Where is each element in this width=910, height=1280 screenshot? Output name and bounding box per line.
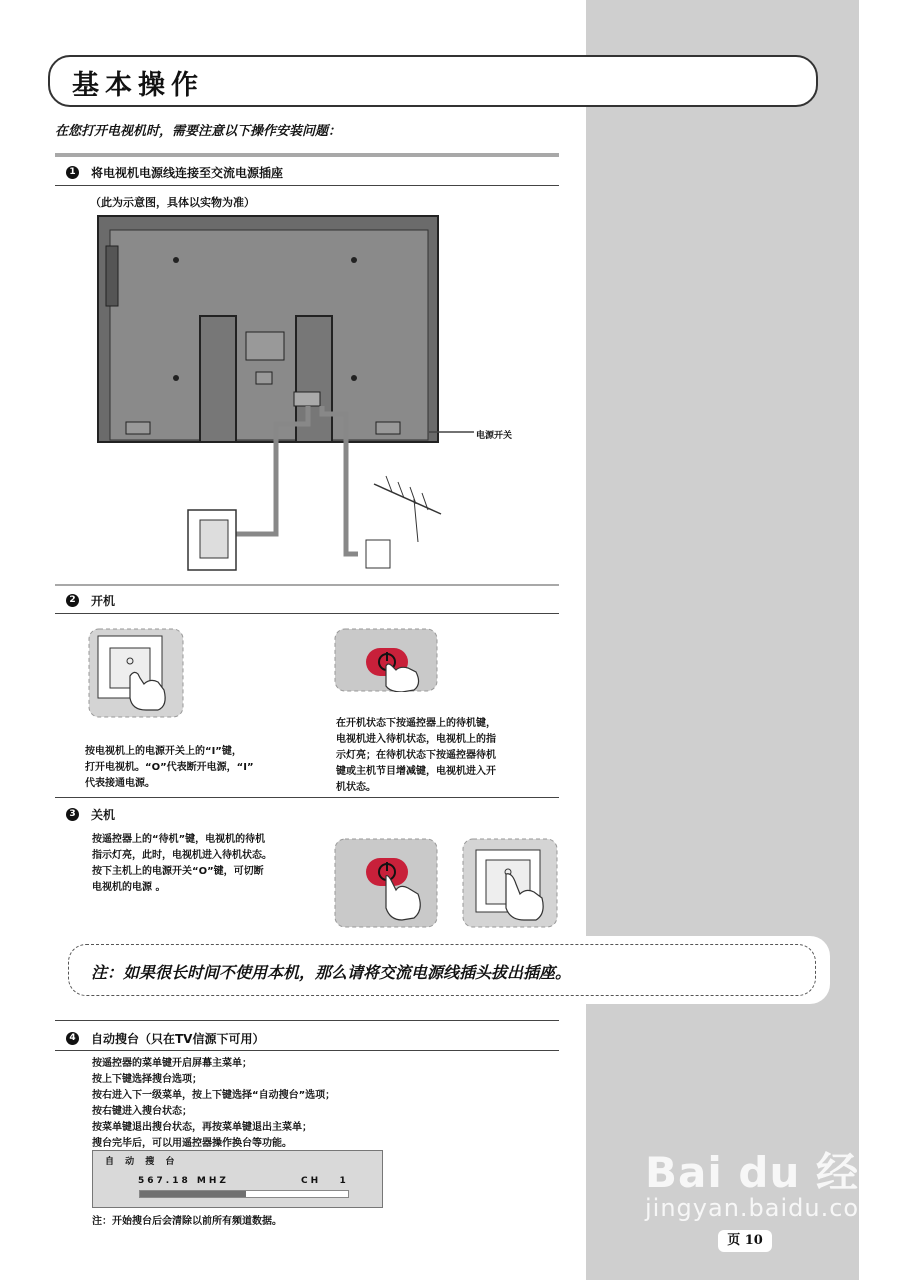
page-number: 页 10: [718, 1230, 772, 1252]
section-title: 开机: [91, 594, 116, 608]
auto-scan-screen: [92, 1150, 383, 1208]
section-rule: [55, 1020, 559, 1021]
baidu-jingyan-watermark: [645, 1140, 902, 1222]
remote-standby-off-illustration: [334, 838, 438, 928]
section-rule: [55, 1050, 559, 1051]
remote-standby-press-illustration: [334, 628, 438, 692]
title-banner: [48, 55, 818, 107]
section-1-heading: [66, 164, 283, 181]
callout-text: 注：如果很长时间不使用本机，那么请将交流电源线插头拔出插座。: [91, 963, 572, 982]
section-divider: [55, 153, 559, 157]
watermark-url: jingyan.baidu.com: [645, 1194, 884, 1222]
power-on-remote-text: 在开机状态下按遥控器上的待机键， 电视机进入待机状态，电视机上的指 示灯亮；在待机状态下按遥控器待机 键或主机节目增减键，电视机进入开 机状态。: [336, 718, 496, 793]
scan-channel: CH 1: [301, 1176, 349, 1186]
scan-title: 自 动 搜 台: [105, 1157, 179, 1167]
power-on-switch-text: 按电视机上的电源开关上的“I”键， 打开电视机。“O”代表断开电源，“I” 代表接通电源。: [85, 746, 254, 789]
right-margin-panel: [586, 0, 859, 1280]
section-divider: [55, 584, 559, 586]
section-title: 将电视机电源线连接至交流电源插座: [91, 166, 284, 180]
section-3-heading: [66, 806, 115, 823]
section-number: 2: [66, 594, 79, 607]
scan-progress-fill: [140, 1191, 246, 1197]
section-rule: [55, 797, 559, 798]
warning-callout: [62, 936, 830, 1004]
section-4-heading: [66, 1030, 264, 1047]
section-number: 4: [66, 1032, 79, 1045]
scan-note: 注：开始搜台后会清除以前所有频道数据。: [92, 1216, 282, 1227]
tv-back-diagram: [96, 214, 476, 579]
section-2-heading: [66, 592, 115, 609]
callout-dashed-frame: [68, 944, 816, 996]
section-rule: [55, 185, 559, 186]
wall-switch-off-illustration: [462, 838, 558, 928]
power-off-text: 按遥控器上的“待机”键，电视机的待机 指示灯亮，此时，电视机进入待机状态。 按下主机上的电源开关“O”键，可切断 电视机的电源 。: [92, 834, 272, 893]
auto-scan-steps: 按遥控器的菜单键开启屏幕主菜单； 按上下键选择搜台选项； 按右进入下一级菜单，按上下键选择“自动搜台”选项； 按右键进入搜台状态； 按菜单键退出搜台状态，再按菜单键退出主菜单； 搜台完毕后，可以用遥控器操作换台等功能。: [92, 1058, 336, 1149]
scan-frequency: 567.18 MHZ: [138, 1176, 229, 1186]
section-number: 3: [66, 808, 79, 821]
section-rule: [55, 613, 559, 614]
wall-switch-press-illustration: [88, 628, 184, 718]
section-number: 1: [66, 166, 79, 179]
scan-progress-bar: [139, 1190, 349, 1198]
intro-text: 在您打开电视机时，需要注意以下操作安装问题：: [55, 124, 342, 139]
section-title: 关机: [91, 808, 116, 822]
power-switch-label: 电源开关: [476, 431, 513, 441]
page-title: 基本操作: [72, 70, 204, 101]
section-title: 自动搜台（只在TV信源下可用）: [91, 1032, 265, 1046]
watermark-logo: Bai du 经验: [645, 1148, 902, 1197]
illustration-note: （此为示意图，具体以实物为准）: [90, 196, 255, 209]
